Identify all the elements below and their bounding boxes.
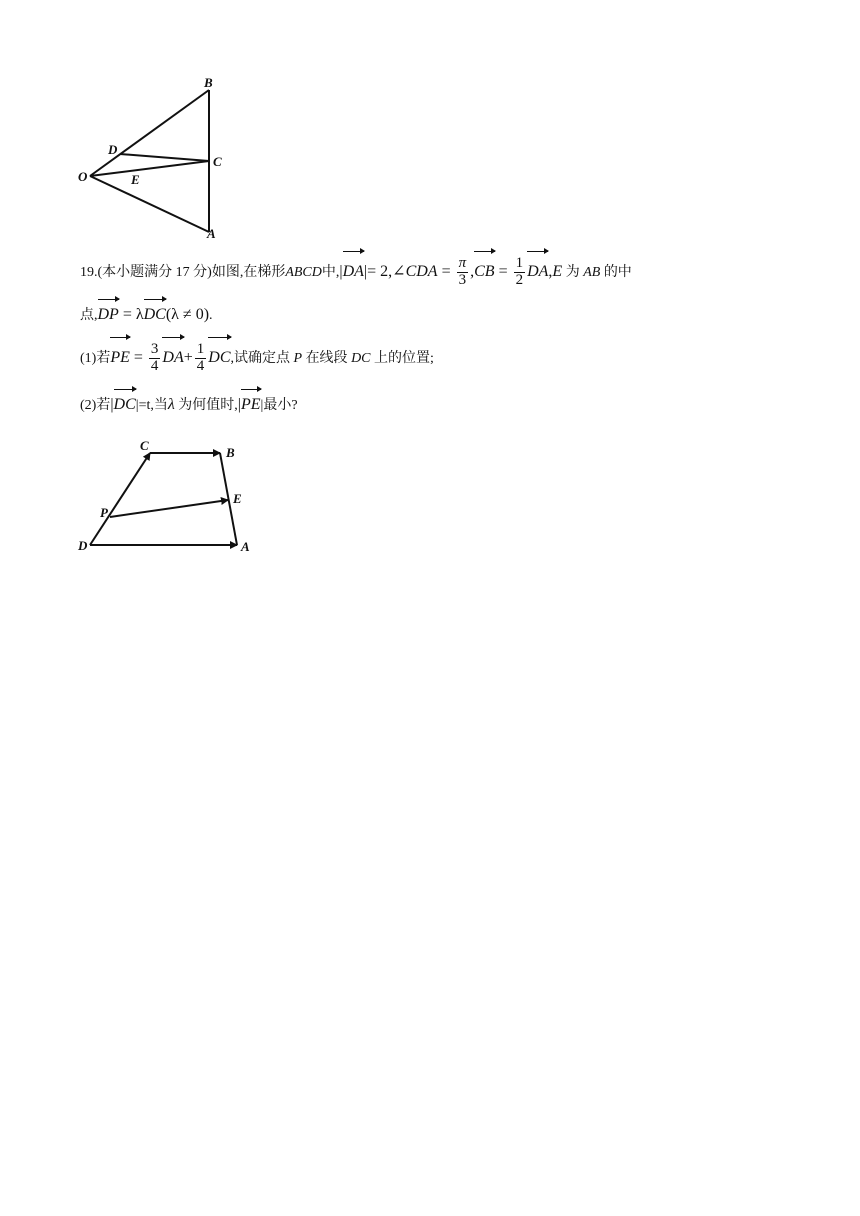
vector-dp: DP (98, 300, 119, 330)
label-e: E (131, 172, 140, 187)
fraction-num: 1 (515, 255, 524, 272)
label-d: D (78, 538, 88, 553)
vector-dc-3: DC (114, 390, 136, 420)
figure-trapezoid (70, 435, 270, 560)
segment-oa (90, 176, 209, 232)
vector-dc-line (90, 453, 150, 545)
point-p: P (293, 351, 303, 366)
label-e: E (233, 491, 242, 506)
problem-number: 19. (80, 265, 98, 280)
segment-ab: AB (583, 265, 601, 280)
part2-text-b: 为何值时, (174, 398, 238, 413)
part-1 (80, 338, 434, 379)
angle-cda: CDA (405, 263, 438, 280)
vector-dc-2: DC (208, 338, 230, 378)
math-part1: PE = $\frac{3}{4}$ DA+ $\frac{1}{4}$ DC (110, 349, 230, 366)
math-da: |DA|= 2,∠CDA = $\frac{\pi}{3}$ ,CB = $\frac{1}{2}$ DA,E (339, 263, 562, 280)
part-2 (80, 390, 298, 421)
vector-da-3: DA (162, 338, 183, 378)
fraction-1-2 (514, 256, 526, 289)
math-dp (98, 306, 210, 323)
label-c: C (140, 438, 149, 453)
problem-line-2 (80, 300, 213, 331)
part1-text-b: 在线段 (302, 351, 352, 366)
math-pe (238, 396, 261, 413)
abs-bar: | (237, 396, 241, 413)
problem-line-1 (80, 252, 632, 293)
label-b: B (204, 75, 213, 90)
vector-pe-line (110, 500, 228, 517)
fraction-num: 3 (150, 341, 159, 358)
figure-triangle (70, 70, 240, 245)
part2-prefix: (2)若 (80, 398, 111, 413)
label-d: D (108, 142, 118, 157)
fraction-den: 4 (150, 357, 159, 374)
text-eq-b: = (494, 263, 512, 280)
label-a: A (241, 539, 250, 554)
vector-pe: PE (110, 338, 130, 378)
fraction-den: 2 (515, 271, 524, 288)
text-zhong: 中, (321, 265, 340, 280)
vector-pe-2: PE (241, 390, 261, 420)
part2-text-c: |最小? (260, 398, 298, 413)
abs-bar: | (110, 396, 114, 413)
part1-text-c: 上的位置; (370, 351, 434, 366)
vector-dc: DC (144, 300, 166, 330)
fraction-pi-3 (457, 256, 469, 289)
text-eq2: |= 2,∠ (363, 263, 406, 280)
text-plus: + (183, 349, 193, 366)
lambda-symbol: λ (167, 396, 175, 413)
point-e: E (552, 263, 563, 280)
problem-points: (本小题满分 17 分) (97, 265, 212, 280)
part2-eq-t: |=t,当 (135, 398, 168, 413)
fraction-1-4 (195, 342, 207, 375)
text-period: . (209, 308, 213, 323)
vector-da-2: DA (527, 252, 548, 292)
label-c: C (213, 154, 222, 169)
segment-dc: DC (351, 351, 371, 366)
fraction-num: 1 (196, 341, 205, 358)
segment-dc (120, 154, 209, 161)
trapezoid-name: ABCD (285, 265, 322, 280)
label-p: P (100, 505, 108, 520)
label-a: A (207, 226, 216, 241)
text-dezhong: 的中 (600, 265, 632, 280)
text-eq: = (437, 263, 455, 280)
text-lambda-eq: = λ (118, 306, 144, 323)
text-dian: 点, (80, 308, 98, 323)
part1-text-a: ,试确定点 (230, 351, 294, 366)
math-part2 (110, 396, 135, 413)
text-wei: 为 (562, 265, 584, 280)
lambda-condition: (λ ≠ 0) (165, 306, 210, 323)
label-o: O (78, 169, 88, 184)
vector-da: DA (343, 252, 364, 292)
fraction-den: 4 (196, 357, 205, 374)
part1-prefix: (1)若 (80, 351, 111, 366)
fraction-3-4 (149, 342, 161, 375)
problem-intro: 如图,在梯形 (211, 265, 286, 280)
label-b: B (226, 445, 235, 460)
fraction-num: π (458, 255, 467, 272)
vector-cb: CB (474, 252, 494, 292)
fraction-den: 3 (458, 271, 467, 288)
